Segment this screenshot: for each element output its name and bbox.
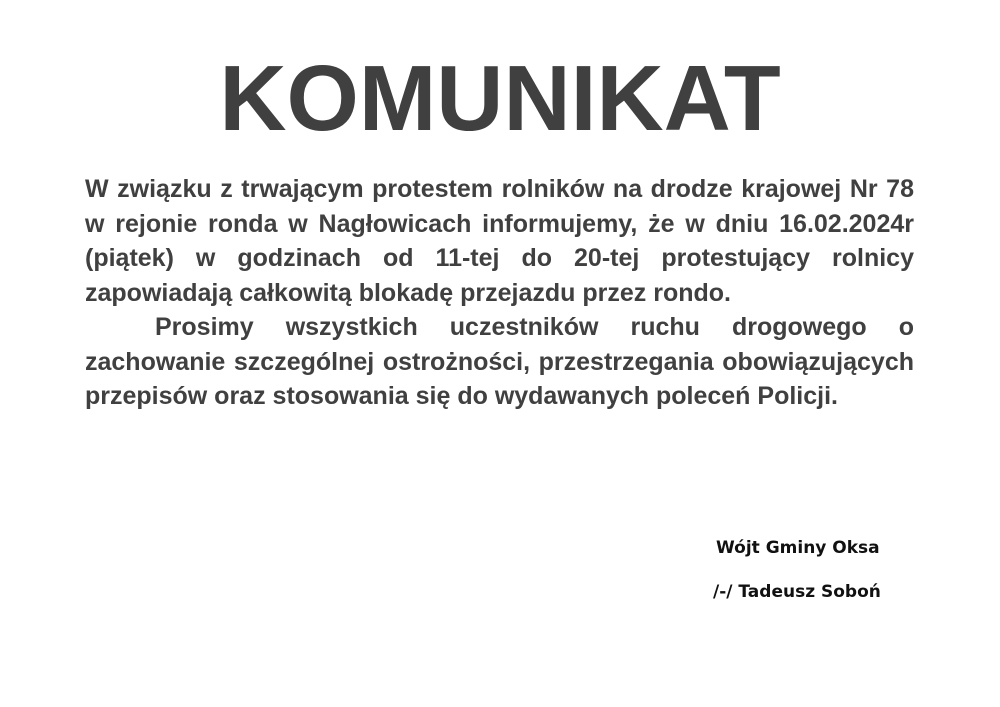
announcement-paragraph-1: W związku z trwającym protestem rolników na drodze krajowej Nr 78 w rejonie ronda w Nagłowicach informujemy, że w dniu 16.02.2024r (piątek) w godzinach od 11-tej do 20-tej protestujący rolnicy zapowiadają całkowitą blokadę przejazdu przez rondo. xyxy=(85,175,914,307)
page-title: KOMUNIKAT xyxy=(219,46,781,150)
announcement-body xyxy=(85,172,914,414)
announcement-paragraph-2: Prosimy wszystkich uczestników ruchu drogowego o zachowanie szczególnej ostrożności, przestrzegania obowiązujących przepisów oraz stosowania się do wydawanych poleceń Policji. xyxy=(85,313,914,410)
signature-name: /-/ Tadeusz Soboń xyxy=(713,582,881,602)
signature-role: Wójt Gminy Oksa xyxy=(716,538,880,558)
